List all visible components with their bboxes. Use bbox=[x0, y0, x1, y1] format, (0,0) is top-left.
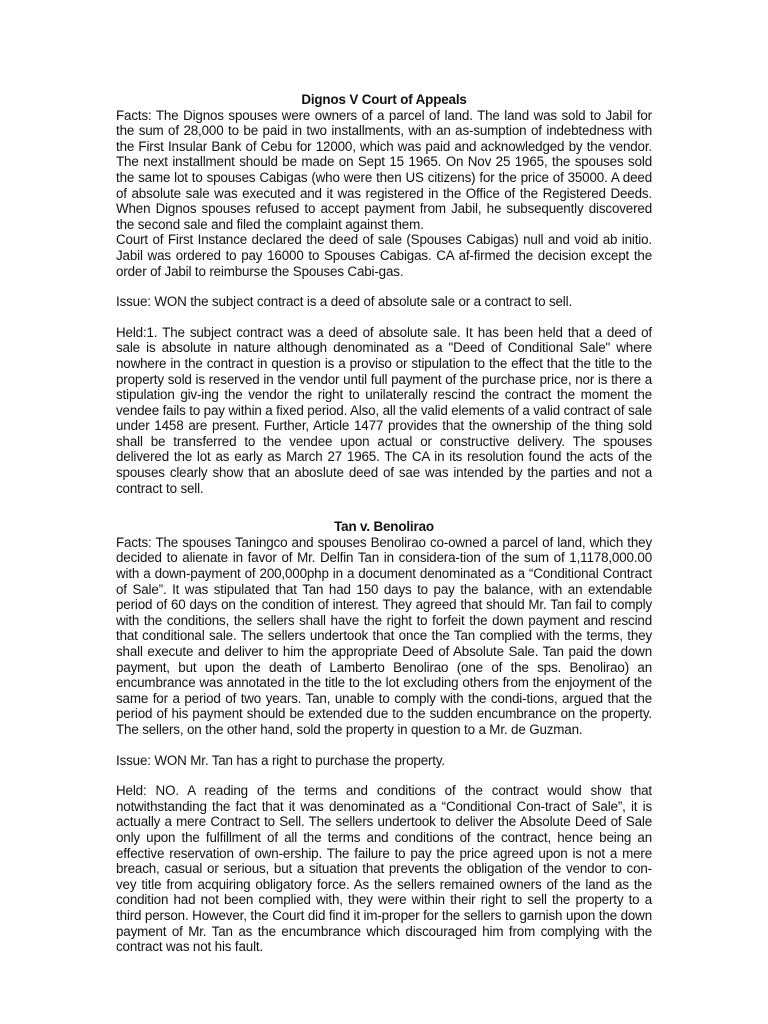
document-body bbox=[116, 92, 652, 955]
case-title: Tan v. Benolirao bbox=[334, 519, 434, 535]
case-dignos bbox=[116, 92, 652, 496]
held-paragraph: Held: NO. A reading of the terms and conditions of the contract would show that notwithstanding the fact that it was denominated as a “Conditional Con-tract of Sale”, it is actually a mere Contract to Sell. The sellers undertook to deliver the Absolute Deed of Sale only upon the fulfillment of all the terms and conditions of the contract, hence being an effective reservation of own-ership. The failure to pay the price agreed upon is not a mere breach, casual or serious, but a situation that prevents the obligation of the vendor to con-vey title from acquiring obligatory force. As the sellers remained owners of the land as the condition had not been complied with, they were within their right to sell the property to a third person. However, the Court did find it im-proper for the sellers to garnish upon the down payment of Mr. Tan as the encumbrance which discouraged him from complying with the contract was not his fault. bbox=[116, 783, 652, 955]
procedural-history-paragraph: Court of First Instance declared the deed of sale (Spouses Cabigas) null and void ab initio. Jabil was ordered to pay 16000 to Spouses Cabigas. CA af-firmed the decision except the order of Jabil to reimburse the Spouses Cabi-gas. bbox=[116, 232, 652, 279]
issue-paragraph: Issue: WON the subject contract is a deed of absolute sale or a contract to sell. bbox=[116, 294, 573, 310]
case-title: Dignos V Court of Appeals bbox=[301, 92, 467, 107]
facts-paragraph: Facts: The spouses Taningco and spouses Benolirao co-owned a parcel of land, which they decided to alienate in favor of Mr. Delfin Tan in considera-tion of the sum of 1,1178,000.00 with a down-payment of 200,000php in a document denominated as a “Conditional Contract of Sale”. It was stipulated that Tan had 150 days to pay the balance, with an extendable period of 60 days on the condition of interest. They agreed that should Mr. Tan fail to comply with the conditions, the sellers shall have the right to forfeit the down payment and rescind that conditional sale. The sellers undertook that once the Tan complied with the terms, they shall execute and deliver to him the appropriate Deed of Absolute Sale. Tan paid the down payment, but upon the death of Lamberto Benolirao (one of the sps. Benolirao) an encumbrance was annotated in the title to the lot excluding others from the enjoyment of the same for a period of two years. Tan, unable to comply with the condi-tions, argued that the period of his payment should be extended due to the sudden encumbrance on the property. The sellers, on the other hand, sold the property in question to a Mr. de Guzman. bbox=[116, 534, 652, 737]
case-tan bbox=[116, 519, 652, 954]
held-paragraph: Held:1. The subject contract was a deed of absolute sale. It has been held that a deed of sale is absolute in nature although denominated as a "Deed of Conditional Sale" where nowhere in the contract in question is a proviso or stipulation to the effect that the title to the property sold is reserved in the vendor until full payment of the purchase price, nor is there a stipulation giv-ing the vendor the right to unilaterally rescind the contract the moment the vendee fails to pay within a fixed period. Also, all the valid elements of a valid contract of sale under 1458 are present. Further, Article 1477 provides that the ownership of the thing sold shall be transferred to the vendee upon actual or constructive delivery. The spouses delivered the lot as early as March 27 1965. The CA in its resolution found the acts of the spouses clearly show that an aboslute deed of sae was intended by the parties and not a contract to sell. bbox=[116, 324, 652, 496]
facts-paragraph: Facts: The Dignos spouses were owners of a parcel of land. The land was sold to Jabil for the sum of 28,000 to be paid in two installments, with an as-sumption of indebtedness with the First Insular Bank of Cebu for 12000, which was paid and acknowledged by the vendor. The next installment should be made on Sept 15 1965. On Nov 25 1965, the spouses sold the same lot to spouses Cabigas (who were then US citizens) for the price of 35000. A deed of absolute sale was executed and it was registered in the Office of the Registered Deeds. When Dignos spouses refused to accept payment from Jabil, he subsequently discovered the second sale and filed the complaint against them. bbox=[116, 107, 652, 232]
issue-paragraph: Issue: WON Mr. Tan has a right to purchase the property. bbox=[116, 752, 445, 768]
